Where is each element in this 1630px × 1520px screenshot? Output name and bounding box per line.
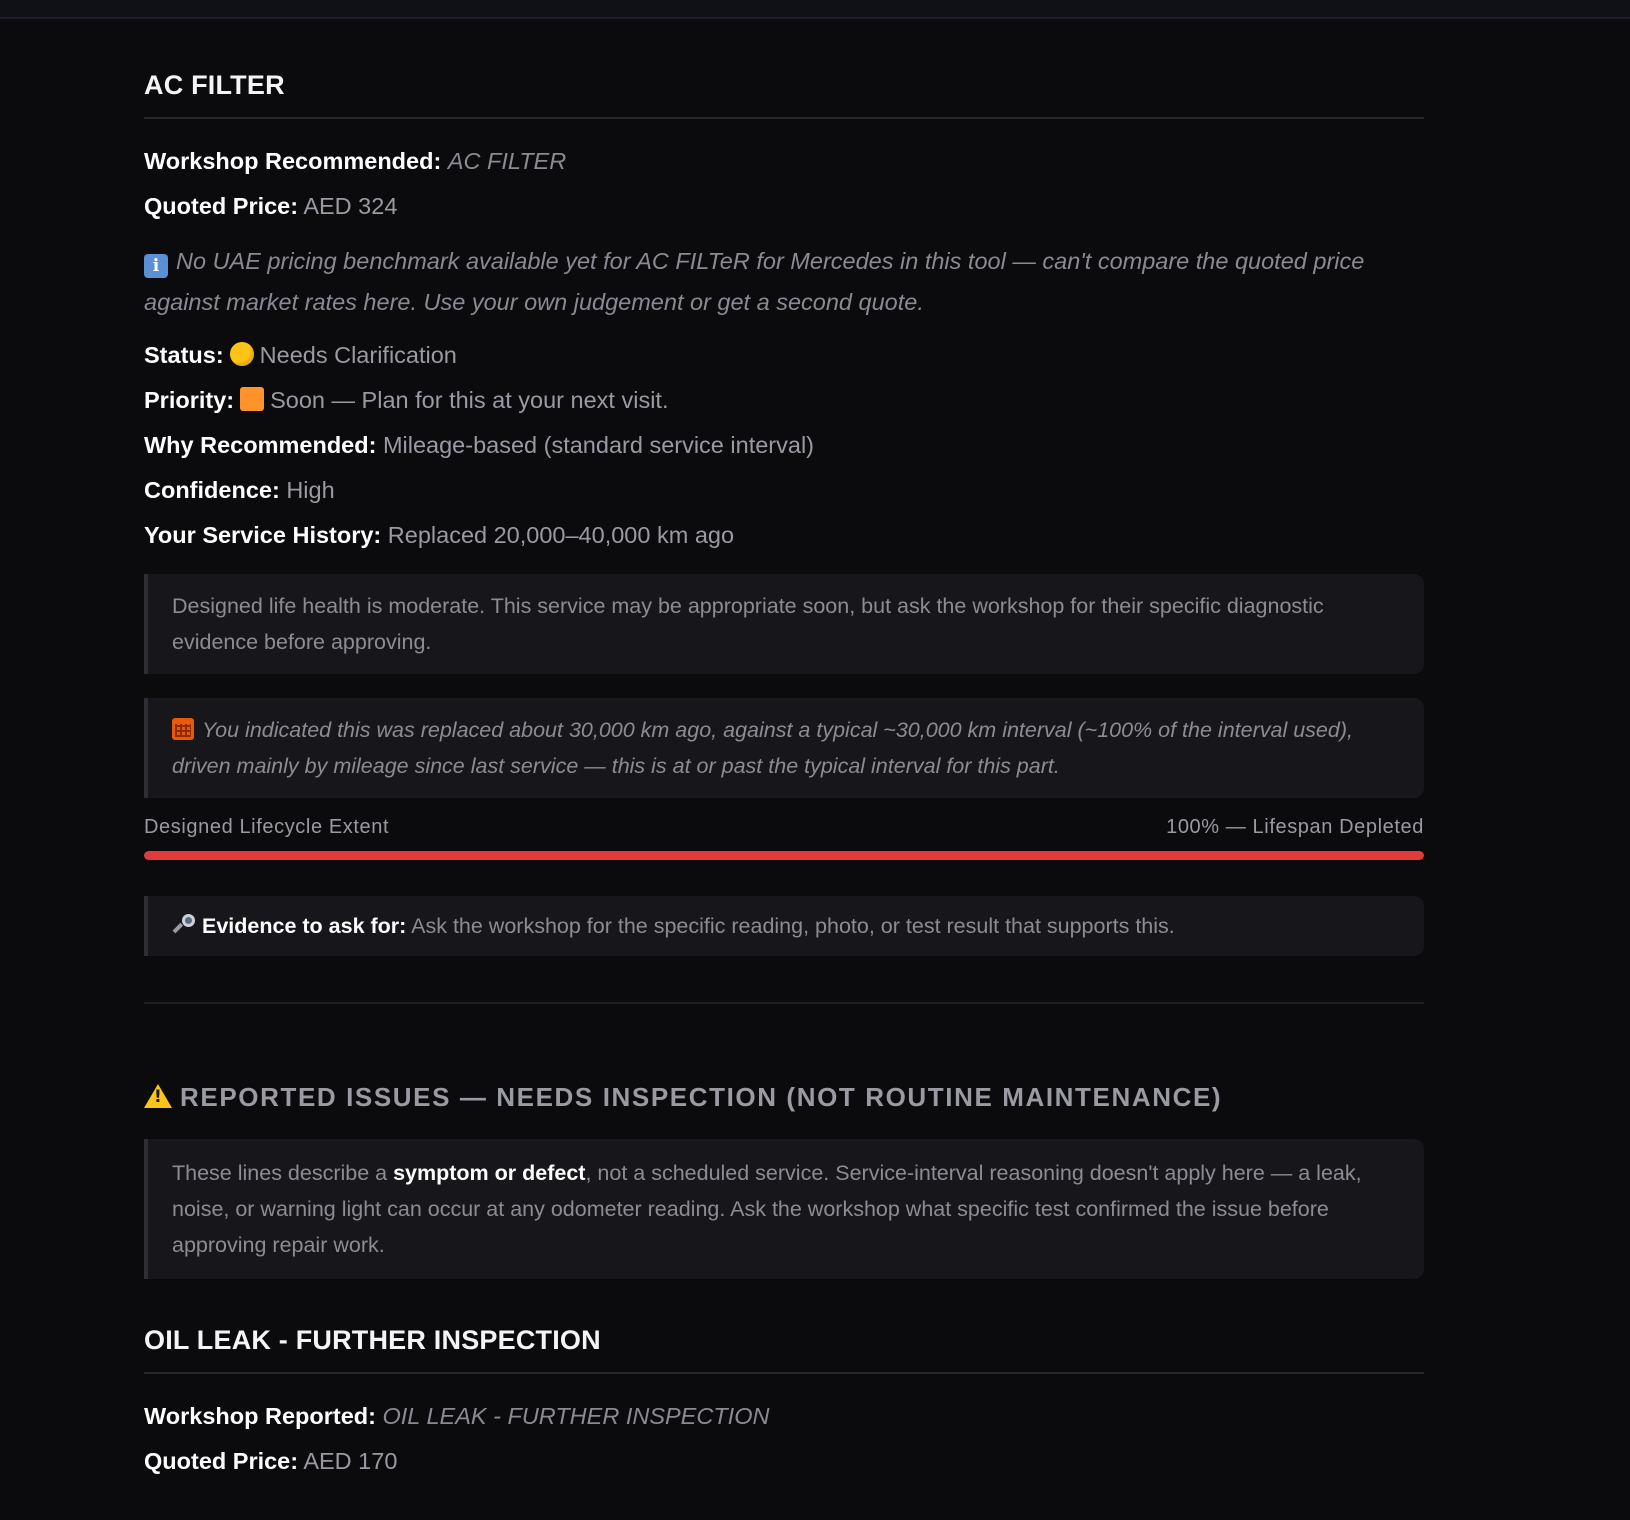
lifecycle-progress-fill (144, 851, 1424, 860)
history-label: Your Service History: (144, 522, 382, 548)
lifecycle-header (144, 816, 1424, 839)
recommended-value: AC FILTER (447, 148, 567, 174)
section-title-oil-leak: OIL LEAK - FURTHER INSPECTION (144, 1325, 1424, 1374)
evidence-label: Evidence to ask for: (202, 914, 407, 938)
why-row (144, 423, 1424, 468)
health-note (144, 574, 1424, 674)
reported-issues-heading (144, 1082, 1424, 1113)
issues-note-post: , not a scheduled service. Service-interval reasoning doesn't apply here — a leak, noise, or warning light can occur at any odometer reading. Ask the workshop what specific test confirmed the issue before approving repair work. (172, 1161, 1362, 1257)
issues-note-pre: These lines describe a (172, 1161, 394, 1185)
reported-issues-title: REPORTED ISSUES — NEEDS INSPECTION (NOT ROUTINE MAINTENANCE) (180, 1082, 1223, 1112)
recommended-label: Workshop Recommended: (144, 148, 442, 174)
lifecycle-label: Designed Lifecycle Extent (144, 816, 390, 838)
priority-label: Priority: (144, 387, 235, 413)
history-row (144, 513, 1424, 558)
confidence-row (144, 468, 1424, 513)
confidence-label: Confidence: (144, 477, 280, 503)
status-value: Needs Clarification (259, 342, 457, 368)
reported-row (144, 1394, 1424, 1439)
yellow-circle-icon (230, 342, 254, 366)
report-content (144, 70, 1424, 1484)
calendar-icon (172, 718, 194, 740)
health-note-text: Designed life health is moderate. This service may be appropriate soon, but ask the workshop for their specific diagnostic evidence before approving. (172, 594, 1324, 654)
priority-row (144, 378, 1424, 423)
oil-price-row (144, 1439, 1424, 1484)
interval-note-text: You indicated this was replaced about 30,000 km ago, against a typical ~30,000 km interval (~100% of the interval used), driven mainly by mileage since last service — this is at or past the typical interval for this part. (172, 718, 1353, 778)
pricing-info-text: No UAE pricing benchmark available yet for AC FILTeR for Mercedes in this tool — can't compare the quoted price against market rates here. Use your own judgement or get a second quote. (144, 248, 1365, 315)
price-value: AED 324 (303, 193, 398, 219)
section-title-ac-filter: AC FILTER (144, 70, 1424, 119)
why-value: Mileage-based (standard service interval) (382, 432, 814, 458)
reported-value: OIL LEAK - FURTHER INSPECTION (382, 1403, 770, 1429)
evidence-note (144, 896, 1424, 956)
orange-square-icon (240, 387, 264, 411)
warning-icon (144, 1084, 172, 1108)
oil-details (144, 1394, 1424, 1484)
status-row (144, 333, 1424, 378)
section-divider (144, 1002, 1424, 1004)
ac-details (144, 139, 1424, 229)
price-row (144, 184, 1424, 229)
lifecycle-status: 100% — Lifespan Depleted (1166, 816, 1424, 838)
top-bar (0, 0, 1630, 19)
issues-note (144, 1139, 1424, 1279)
interval-note (144, 698, 1424, 798)
pricing-info (144, 241, 1424, 323)
history-value: Replaced 20,000–40,000 km ago (387, 522, 735, 548)
reported-label: Workshop Reported: (144, 1403, 376, 1429)
oil-price-value: AED 170 (303, 1448, 398, 1474)
status-label: Status: (144, 342, 224, 368)
info-icon: i (144, 254, 168, 278)
evidence-text: Ask the workshop for the specific reading, photo, or test result that supports this. (411, 914, 1175, 938)
recommended-row (144, 139, 1424, 184)
oil-price-label: Quoted Price: (144, 1448, 299, 1474)
magnifier-icon (172, 913, 196, 937)
issues-note-strong: symptom or defect (393, 1161, 586, 1185)
price-label: Quoted Price: (144, 193, 299, 219)
why-label: Why Recommended: (144, 432, 377, 458)
lifecycle-progress-bar (144, 851, 1424, 860)
confidence-value: High (286, 477, 335, 503)
priority-value: Soon — Plan for this at your next visit. (270, 387, 669, 413)
